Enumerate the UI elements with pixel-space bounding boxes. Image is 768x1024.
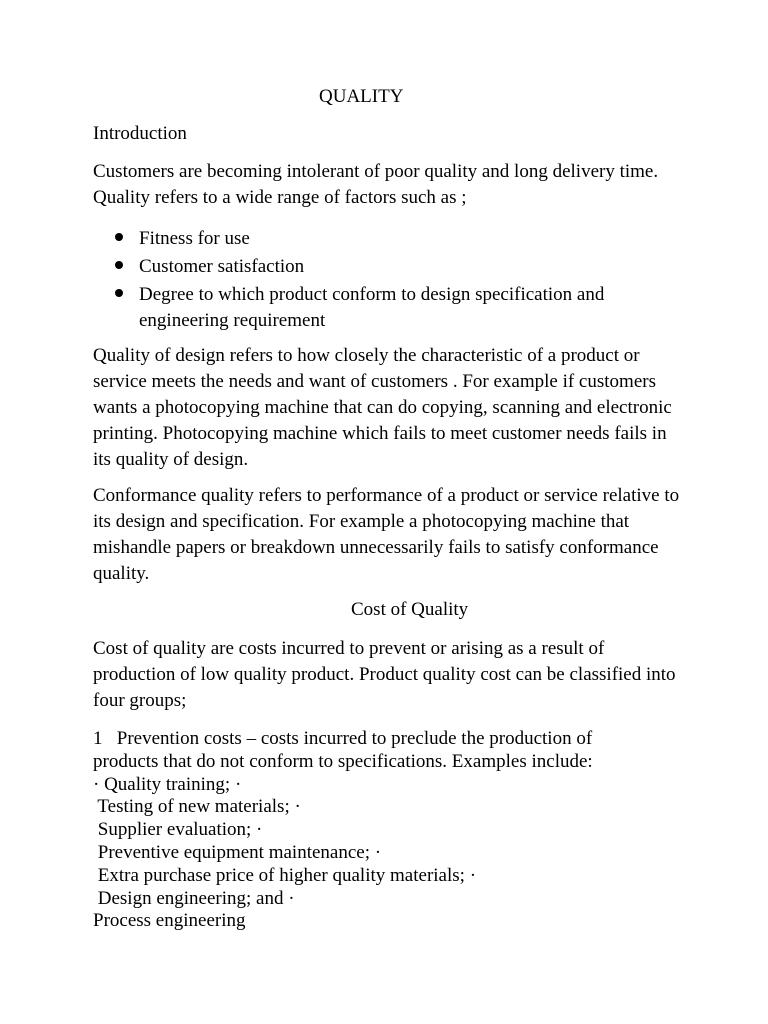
prevention-line: 1 Prevention costs – costs incurred to preclude the production of <box>93 728 593 749</box>
list-item: Customer satisfaction <box>93 254 683 280</box>
bullet-list <box>93 226 683 336</box>
cost-paragraph: Cost of quality are costs incurred to prevent or arising as a result of production of low quality product. Product quality cost can be classified into four groups; <box>93 638 676 711</box>
prevention-line: Design engineering; and · <box>93 887 295 909</box>
intro-heading: Introduction <box>93 123 187 144</box>
prevention-line: · Quality training; · <box>93 773 242 795</box>
prevention-line: Extra purchase price of higher quality materials; · <box>93 864 477 886</box>
prevention-line: products that do not conform to specifications. Examples include: <box>93 750 593 772</box>
conformance-paragraph: Conformance quality refers to performance of a product or service relative to its design and specification. For example a photocopying machine that mishandle papers or breakdown unnecessarily fails to satisfy conformance quality. <box>93 485 680 584</box>
prevention-line: Testing of new materials; · <box>93 796 301 818</box>
bullet-icon <box>115 289 123 297</box>
prevention-costs-list <box>93 728 693 933</box>
prevention-line: Preventive equipment maintenance; · <box>93 841 382 863</box>
prevention-line: Process engineering <box>93 910 246 932</box>
cost-heading: Cost of Quality <box>351 599 469 620</box>
bullet-icon <box>115 261 123 269</box>
prevention-line: Supplier evaluation; · <box>93 819 263 841</box>
list-item: Fitness for use <box>93 226 683 252</box>
intro-paragraph: Customers are becoming intolerant of poor quality and long delivery time. Quality refers to a wide range of factors such as ; <box>93 161 659 208</box>
bullet-icon <box>115 233 123 241</box>
design-paragraph: Quality of design refers to how closely the characteristic of a product or service meets the needs and want of customers . For example if customers wants a photocopying machine that can do copying, scanning and electronic printing. Photocopying machine which fails to meet customer needs fails in its quality of design. <box>93 345 672 470</box>
document-title: QUALITY <box>319 86 404 107</box>
list-item: Degree to which product conform to design specification and engineering requirement <box>93 282 683 334</box>
